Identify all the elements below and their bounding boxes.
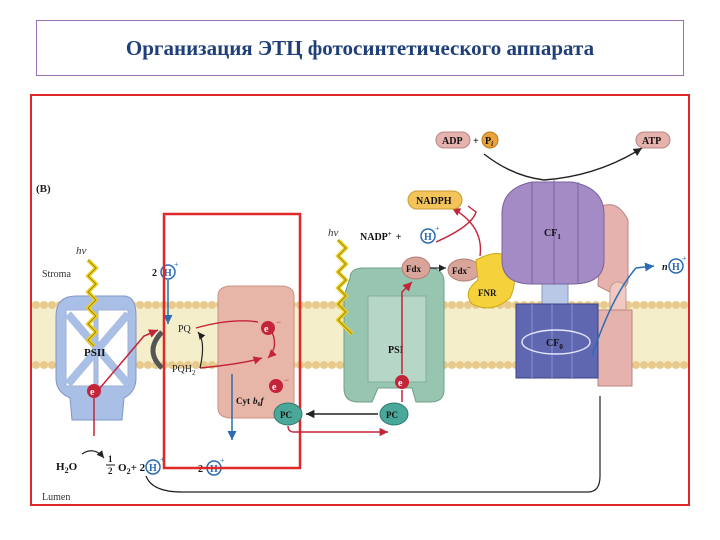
fdx-red-minus: − bbox=[467, 264, 472, 272]
proton-nadp-h: H bbox=[424, 232, 432, 243]
cf0-sub: 0 bbox=[559, 343, 563, 351]
nadp-plus: + bbox=[387, 230, 392, 238]
o2-o: O bbox=[118, 462, 127, 474]
water-splitting bbox=[56, 451, 165, 476]
plastocyanin-2-label: PC bbox=[386, 410, 398, 420]
atp-synthase bbox=[502, 180, 632, 386]
half-den: 2 bbox=[108, 466, 113, 476]
adp-plus: + bbox=[473, 136, 479, 147]
cyt-b: b bbox=[253, 396, 258, 406]
proton-lumen-1-plus: + bbox=[160, 455, 165, 464]
n-protons-label: n bbox=[662, 262, 668, 273]
electron-cyt-top-label: e bbox=[264, 324, 269, 335]
cyt-b-sub: 6 bbox=[257, 402, 261, 408]
etc-diagram bbox=[30, 94, 690, 506]
water-arrow bbox=[82, 451, 104, 458]
proton-nadp-plus: + bbox=[435, 224, 440, 233]
h2o-o: O bbox=[68, 461, 78, 473]
h2o-h: H bbox=[56, 461, 65, 473]
title-box bbox=[36, 20, 684, 76]
electron-psi-label: e bbox=[398, 378, 403, 389]
adp-label: ADP bbox=[442, 136, 463, 147]
hv-psii-label: hν bbox=[76, 245, 87, 257]
svg-text:O2+ 2 bbox=[118, 462, 146, 476]
proton-atp-plus: + bbox=[682, 254, 687, 263]
plastocyanin-1-label: PC bbox=[280, 410, 292, 420]
cyt-f: f bbox=[260, 396, 264, 406]
diagram-canvas bbox=[32, 96, 688, 504]
cytb6f-complex bbox=[218, 286, 294, 418]
cf0-base: CF bbox=[546, 338, 560, 349]
hv-psi-label: hν bbox=[328, 227, 339, 239]
proton-lumen-2: 2 bbox=[198, 464, 203, 475]
proton-lumen-cyt bbox=[198, 456, 225, 475]
proton-stroma-h: H bbox=[164, 268, 172, 279]
svg-text:H2O bbox=[56, 461, 78, 475]
electron-cyt-top-minus: − bbox=[276, 317, 282, 327]
panel-label: (B) bbox=[36, 183, 51, 195]
proton-lumen-2-h: H bbox=[210, 464, 218, 475]
lumen-proton-path bbox=[146, 396, 600, 492]
cf1-base: CF bbox=[544, 228, 558, 239]
proton-atp-h: H bbox=[672, 262, 680, 273]
pq-label: PQ bbox=[178, 324, 191, 335]
plus-two: + 2 bbox=[130, 462, 146, 474]
pi-p: P bbox=[485, 136, 492, 147]
proton-stroma-2: 2 bbox=[152, 268, 157, 279]
electron-psii-label: e bbox=[90, 387, 95, 398]
cyt-base: Cyt bbox=[236, 396, 250, 406]
lumen-label: Lumen bbox=[42, 492, 71, 503]
page-title: Организация ЭТЦ фотосинтетического аппарата bbox=[125, 35, 595, 60]
pqh2-sub: 2 bbox=[192, 369, 196, 377]
pqh2-base: PQH bbox=[172, 364, 193, 375]
proton-stroma-plus: + bbox=[174, 260, 179, 269]
nadp-label bbox=[360, 230, 402, 243]
proton-lumen-1-label: H bbox=[149, 463, 157, 474]
arrow-atp-synthesis bbox=[484, 148, 642, 180]
half-num: 1 bbox=[108, 454, 113, 464]
proton-lumen-2-plus: + bbox=[220, 456, 225, 465]
arrow-fnr-out bbox=[436, 206, 476, 242]
atp-label: ATP bbox=[642, 136, 662, 147]
arrow-pc-to-psi bbox=[288, 426, 388, 432]
electron-cyt-bottom-minus: − bbox=[284, 375, 290, 385]
h2o-sub: 2 bbox=[64, 466, 69, 475]
fnr-label: FNR bbox=[478, 288, 497, 298]
psi-complex bbox=[344, 268, 444, 402]
cf1-sub: 1 bbox=[557, 233, 561, 241]
nadph-label: NADPH bbox=[416, 196, 452, 207]
pi-i: i bbox=[491, 140, 494, 148]
fdx-red-base: Fdx bbox=[452, 266, 468, 276]
fdx-label: Fdx bbox=[406, 264, 422, 274]
nadp-base: NADP bbox=[360, 232, 388, 243]
psii-label: PSII bbox=[84, 347, 106, 359]
electron-cyt-bottom-label: e bbox=[272, 382, 277, 393]
stroma-label: Stroma bbox=[42, 269, 71, 280]
psi-label: PSI bbox=[388, 345, 404, 356]
nadp-plus-sign: + bbox=[395, 232, 402, 243]
o2-sub: 2 bbox=[126, 467, 131, 476]
